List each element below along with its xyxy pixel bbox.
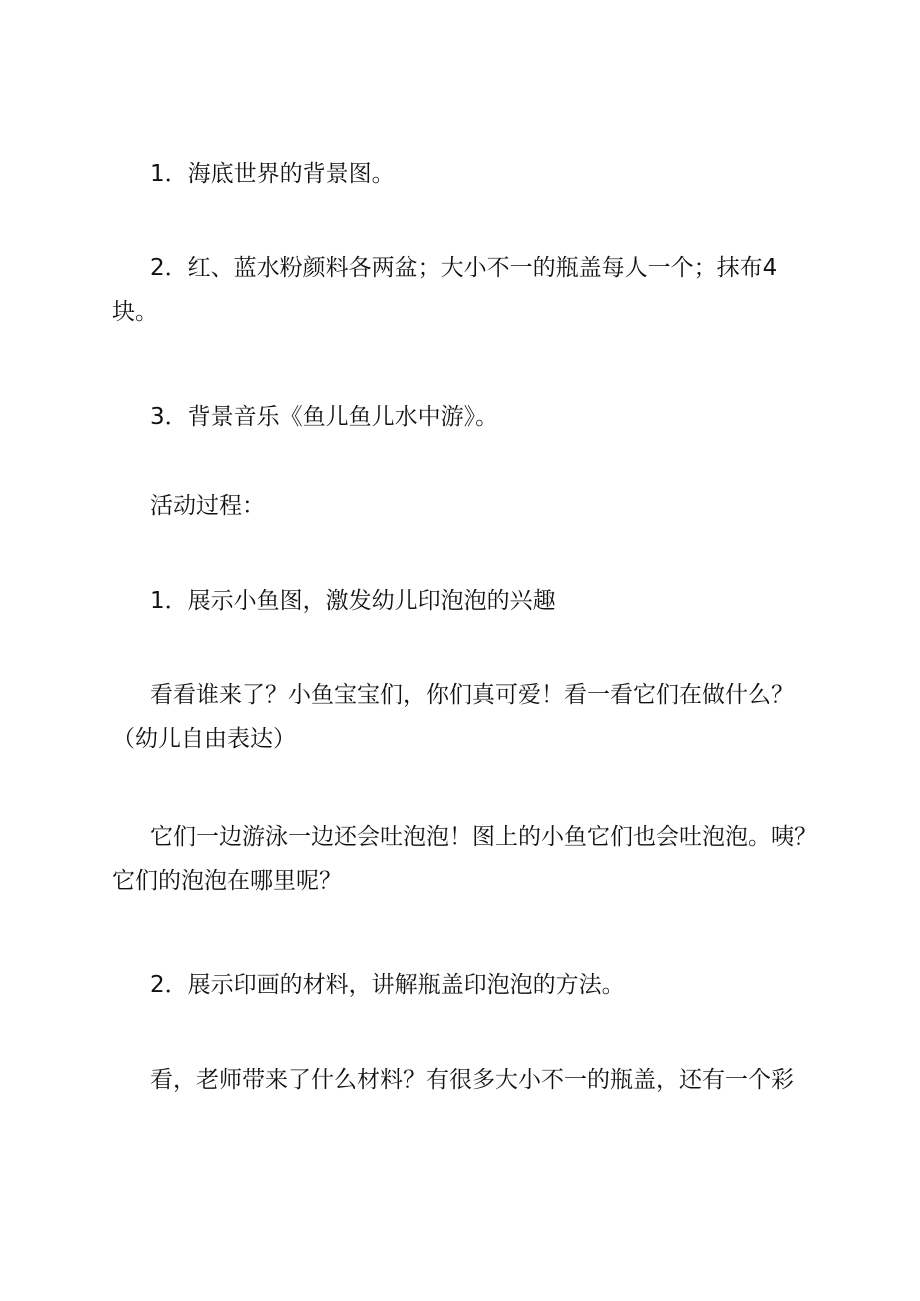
paragraph-line: 它们一边游泳一边还会吐泡泡！图上的小鱼它们也会吐泡泡。咦？ xyxy=(150,824,817,850)
paragraph-line: 3．背景音乐《鱼儿鱼儿水中游》。 xyxy=(150,404,499,430)
paragraph-line: 2．红、蓝水粉颜料各两盆；大小不一的瓶盖每人一个；抹布4 xyxy=(150,255,778,281)
process-step-2 xyxy=(112,963,812,1007)
paragraph-line: 看看谁来了？小鱼宝宝们，你们真可爱！看一看它们在做什么？ xyxy=(150,682,794,708)
dialogue-paragraph-3 xyxy=(112,1058,812,1102)
materials-item-2 xyxy=(112,246,812,334)
paragraph-line: 活动过程： xyxy=(150,493,265,519)
process-step-1 xyxy=(112,579,812,623)
section-heading xyxy=(112,484,812,528)
paragraph-line: 1．展示小鱼图，激发幼儿印泡泡的兴趣 xyxy=(150,588,556,614)
paragraph-line: 2．展示印画的材料，讲解瓶盖印泡泡的方法。 xyxy=(150,972,625,998)
dialogue-paragraph-1 xyxy=(112,673,812,761)
paragraph-line: 它们的泡泡在哪里呢？ xyxy=(112,868,342,894)
materials-item-3 xyxy=(112,395,812,439)
paragraph-line: 块。 xyxy=(112,299,158,325)
paragraph-line: 看，老师带来了什么材料？有很多大小不一的瓶盖，还有一个彩 xyxy=(150,1067,794,1093)
dialogue-paragraph-2 xyxy=(112,815,817,903)
paragraph-line: （幼儿自由表达） xyxy=(112,726,296,752)
materials-item-1 xyxy=(112,152,812,196)
paragraph-line: 1．海底世界的背景图。 xyxy=(150,161,395,187)
